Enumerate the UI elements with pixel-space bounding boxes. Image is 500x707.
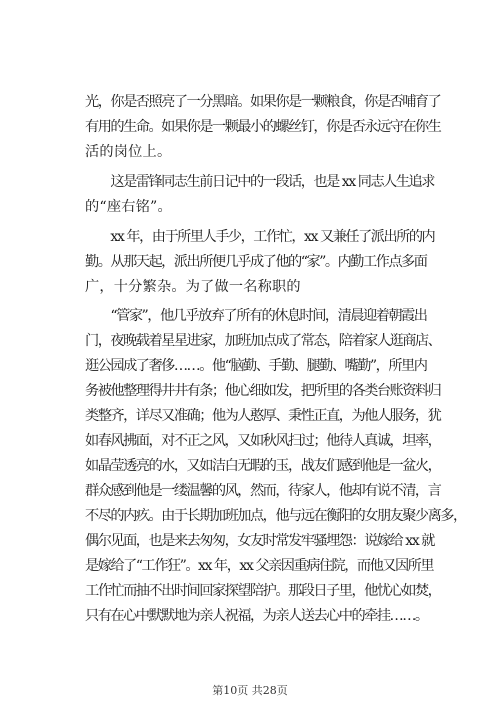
body-text-line: 偶尔见面，也是来去匆匆，女友时常发牢骚埋怨：说嫁给 xx 就 [85, 533, 434, 549]
body-text-line: 门，夜晚载着星星进家，加班加点成了常态，陪着家人逛商店、 [85, 333, 441, 349]
body-text-line: 务被他整理得井井有条；他心细如发，把所里的各类台账资料归 [85, 383, 441, 399]
body-text-line: 逛公园成了奢侈……。他“脑勤、手勤、腿勤、嘴勤”，所里内 [85, 358, 427, 374]
body-text-line: 类整齐，详尽又准确；他为人憨厚、秉性正直，为他人服务，犹 [85, 408, 441, 424]
body-text-line: 勤。从那天起，派出所便几乎成了他的“家”。内勤工作点多面 [85, 254, 427, 270]
body-text-line: 如春风拂面，对不正之风，又如秋风扫过；他待人真诚，坦率， [85, 433, 441, 449]
body-text-line: 工作忙而抽不出时间回家探望陪护。那段日子里，他忧心如焚， [85, 583, 441, 599]
body-text-line: 的“座右铭”。 [85, 199, 172, 215]
body-text-line: 活的岗位上。 [85, 144, 172, 160]
body-text-line: “管家”，他几乎放弃了所有的休息时间，清晨迎着朝霞出 [85, 308, 427, 324]
body-text-line: 只有在心中默默地为亲人祝福，为亲人送去心中的牵挂……。 [85, 608, 428, 624]
body-text-line: 有用的生命。如果你是一颗最小的螺丝钉，你是否永远守在你生 [85, 119, 441, 135]
body-text-line: xx 年，由于所里人手少，工作忙，xx 又兼任了派出所的内 [85, 229, 435, 245]
body-text-line: 这是雷锋同志生前日记中的一段话，也是 xx 同志人生追求 [85, 174, 434, 190]
page-footer: 第10页 共28页 [212, 684, 288, 697]
body-text-line: 如晶莹透亮的水，又如洁白无暇的玉，战友们感到他是一盆火， [85, 458, 441, 474]
body-text-line: 光，你是否照亮了一分黑暗。如果你是一颗粮食，你是否哺育了 [85, 94, 441, 110]
body-text-line: 广，十分繁杂。为了做一名称职的 [85, 279, 301, 295]
body-text-line: 群众感到他是一缕温馨的风，然而，待家人，他却有说不清，言 [85, 483, 441, 499]
body-text-line: 是嫁给了“工作狂”。xx 年，xx 父亲因重病住院，而他又因所里 [85, 558, 434, 574]
body-text-line: 不尽的内疚。由于长期加班加点，他与远在衡阳的女朋友聚少离多， [85, 508, 466, 524]
